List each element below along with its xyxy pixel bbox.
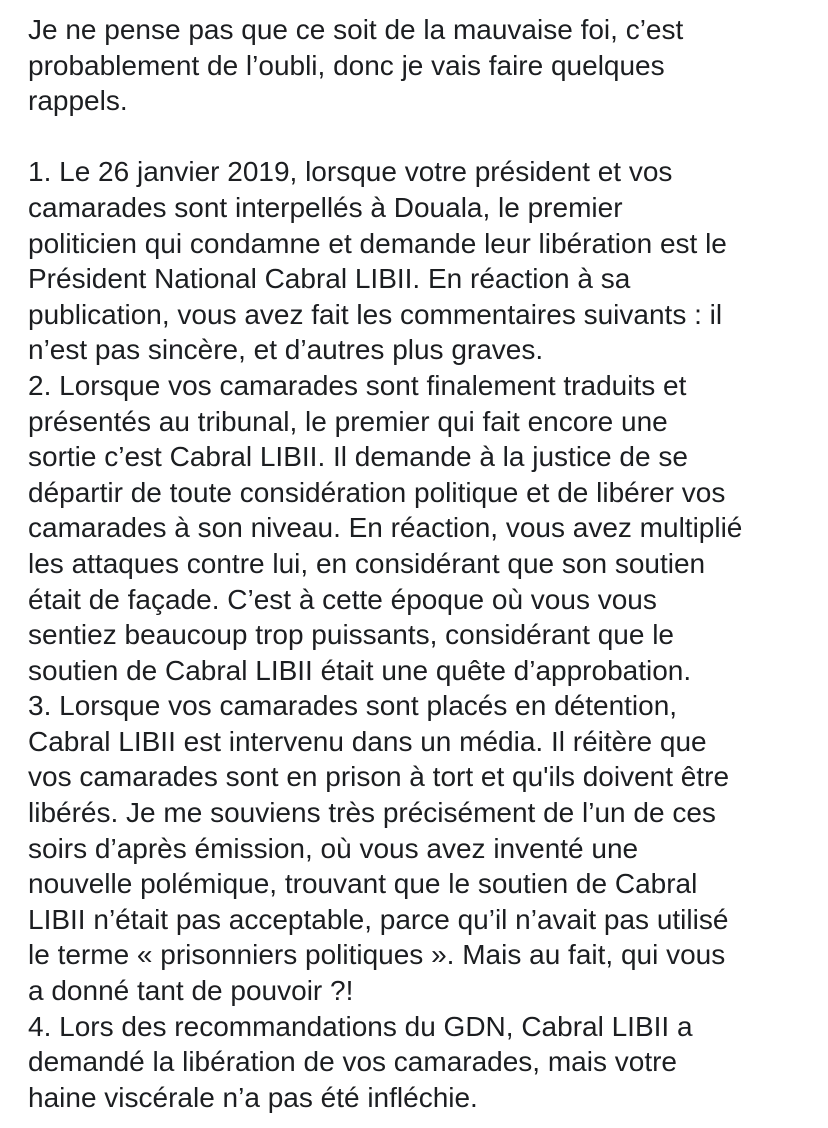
post-text — [28, 12, 818, 1115]
point-4: 4. Lors des recommandations du GDN, Cabral LIBII a demandé la libération de vos camarades, mais votre haine viscérale n’a pas été infléchie. — [28, 1010, 693, 1113]
point-1: 1. Le 26 janvier 2019, lorsque votre président et vos camarades sont interpellés à Douala, le premier politicien qui condamne et demande leur libération est le Président National Cabral LIBII. En réaction à sa publication, vous avez fait les commentaires suivants : il n’est pas sincère, et d’autres plus graves. — [28, 156, 727, 366]
intro-paragraph: Je ne pense pas que ce soit de la mauvaise foi, c’est probablement de l’oubli, donc je vais faire quelques rappels. — [28, 14, 684, 117]
paragraph-gap — [28, 119, 818, 155]
point-2: 2. Lorsque vos camarades sont finalement traduits et présentés au tribunal, le premier qui fait encore une sortie c’est Cabral LIBII. Il demande à la justice de se départir de toute considération politique et de libérer vos camarades à son niveau. En réaction, vous avez multiplié les attaques contre lui, en considérant que son soutien était de façade. C’est à cette époque où vous vous sentiez beaucoup trop puissants, considérant que le soutien de Cabral LIBII était une quête d’approbation. — [28, 369, 743, 686]
point-3: 3. Lorsque vos camarades sont placés en détention, Cabral LIBII est intervenu dans un média. Il réitère que vos camarades sont en prison à tort et qu'ils doivent être libérés. Je me souviens très précisément de l’un de ces soirs d’après émission, où vous avez inventé une nouvelle polémique, trouvant que le soutien de Cabral LIBII n’était pas acceptable, parce qu’il n’avait pas utilisé le terme « prisonniers politiques ». Mais au fait, qui vous a donné tant de pouvoir ?! — [28, 690, 730, 1007]
